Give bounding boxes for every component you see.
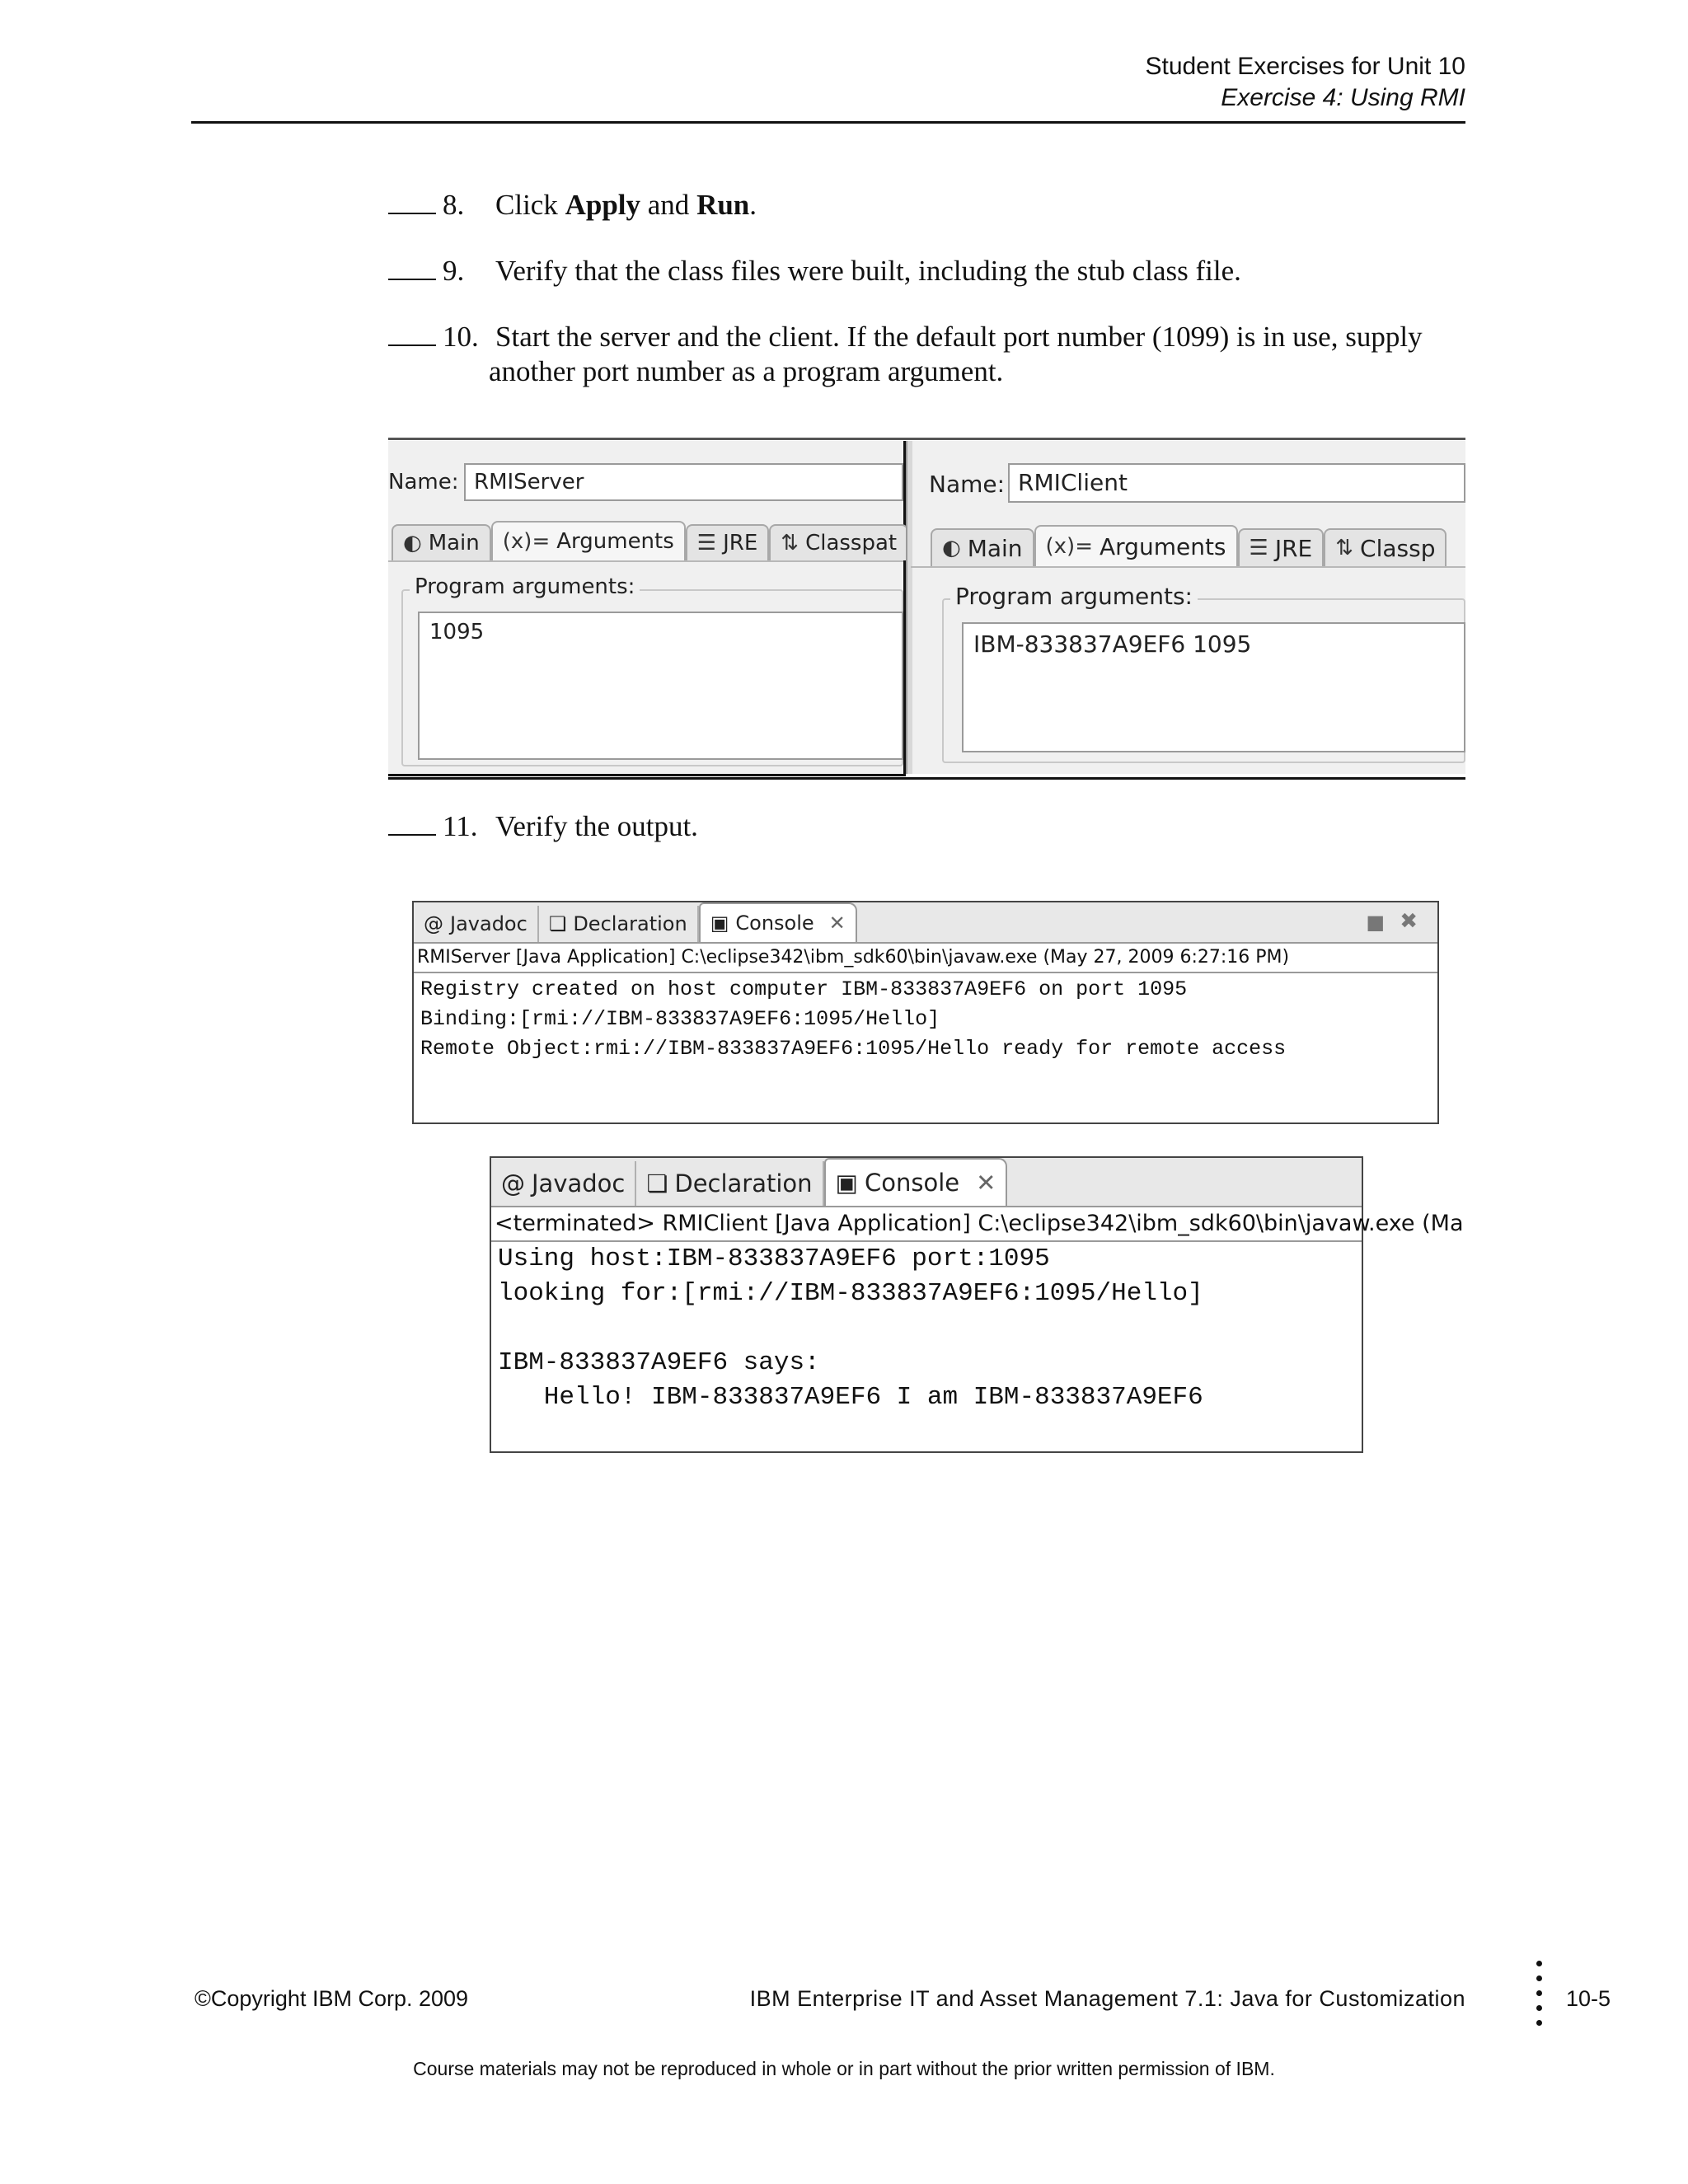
- tab-label: Declaration: [573, 912, 687, 935]
- checkbox-line: [388, 320, 436, 346]
- step-number: 9.: [443, 255, 465, 287]
- name-field[interactable]: RMIServer: [464, 463, 903, 501]
- tab-label: Classp: [1360, 534, 1436, 562]
- header-rule: [191, 121, 1465, 124]
- reproduction-notice: Course materials may not be reproduced in whole or in part without the prior written permission of IBM.: [413, 2058, 1275, 2079]
- console-icon: ▣: [710, 912, 729, 935]
- footer-dot: [1536, 2020, 1542, 2026]
- tab-label: JRE: [723, 531, 758, 555]
- config-bottom-rule: [388, 777, 1465, 780]
- launch-tabs: [392, 521, 908, 560]
- tab-declaration[interactable]: [539, 906, 699, 942]
- main-icon: ◐: [403, 531, 422, 555]
- tab-label: Classpat: [805, 531, 898, 555]
- step-number: 8.: [443, 189, 465, 221]
- config-top-rule: [388, 438, 1465, 440]
- console-line: Binding:[rmi://IBM-833837A9EF6:1095/Hello]: [420, 1007, 940, 1031]
- arguments-icon: (x)=: [1045, 534, 1093, 559]
- close-icon[interactable]: ✕: [828, 912, 846, 935]
- step-8: [388, 188, 1476, 223]
- console-line: Using host:IBM-833837A9EF6 port:1095: [498, 1244, 1050, 1273]
- tab-arguments[interactable]: [1034, 525, 1238, 566]
- tab-javadoc[interactable]: [414, 906, 539, 942]
- jre-icon: ☰: [696, 531, 717, 555]
- program-arguments-field[interactable]: IBM-833837A9EF6 1095: [962, 622, 1465, 752]
- terminate-icon[interactable]: ■: [1366, 911, 1385, 934]
- console-line: Hello! IBM-833837A9EF6 I am IBM-833837A9EF6: [498, 1383, 1203, 1412]
- step-10: [388, 320, 1476, 354]
- client-console-view: [490, 1156, 1464, 1453]
- tab-console[interactable]: [824, 1158, 1008, 1206]
- console-icon: ▣: [835, 1169, 858, 1197]
- step-11: [388, 809, 1476, 844]
- server-launch-config: [388, 441, 906, 776]
- console-output: [414, 973, 1437, 1064]
- arguments-icon: (x)=: [502, 529, 551, 554]
- program-arguments-field[interactable]: 1095: [418, 612, 903, 760]
- console-line: looking for:[rmi://IBM-833837A9EF6:1095/Hello]: [498, 1279, 1203, 1308]
- name-field[interactable]: RMIClient: [1008, 463, 1465, 503]
- step-number: 10.: [443, 321, 479, 353]
- tab-label: Arguments: [1100, 532, 1226, 560]
- program-arguments-label: Program arguments:: [410, 574, 640, 599]
- program-arguments-label: Program arguments:: [950, 583, 1198, 610]
- page-number: 10-5: [1566, 1986, 1611, 2011]
- step-text: .: [749, 189, 757, 221]
- at-icon: @: [501, 1169, 525, 1197]
- tab-classpath[interactable]: [1324, 528, 1447, 566]
- course-title: IBM Enterprise IT and Asset Management 7.1: Java for Customization: [749, 1986, 1465, 2011]
- tab-arguments[interactable]: [491, 521, 686, 560]
- tab-console[interactable]: [699, 902, 857, 942]
- console-line: Remote Object:rmi://IBM-833837A9EF6:1095/Hello ready for remote access: [420, 1037, 1287, 1061]
- footer-dot: [1536, 1961, 1542, 1966]
- apply-term: Apply: [565, 189, 641, 221]
- tab-label: Console: [864, 1169, 960, 1197]
- launch-tabs: [931, 525, 1447, 566]
- step-text: Verify that the class files were built, including the stub class file.: [495, 255, 1241, 287]
- at-icon: @: [424, 912, 443, 935]
- client-launch-config: [906, 441, 1465, 774]
- classpath-icon: ⇅: [781, 531, 799, 555]
- step-number: 11.: [443, 810, 478, 842]
- main-icon: ◐: [942, 536, 961, 560]
- remove-launch-icon[interactable]: ✖: [1400, 909, 1418, 934]
- console-tab-bar: [491, 1158, 1362, 1207]
- tab-main[interactable]: [931, 528, 1034, 566]
- tab-label: Main: [967, 534, 1023, 562]
- step-text: Click: [495, 189, 565, 221]
- tab-main[interactable]: [392, 524, 491, 560]
- console-tab-bar: [414, 902, 1437, 944]
- unit-title: Student Exercises for Unit 10: [1145, 53, 1465, 80]
- run-term: Run: [696, 189, 750, 221]
- checkbox-line: [388, 188, 436, 214]
- jre-icon: ☰: [1249, 536, 1268, 560]
- declaration-icon: ❏: [646, 1169, 668, 1197]
- tab-rule: [911, 566, 1465, 568]
- footer-dot: [1536, 1990, 1542, 1996]
- checkbox-line: [388, 809, 436, 836]
- console-line: Registry created on host computer IBM-833837A9EF6 on port 1095: [420, 977, 1188, 1001]
- step-10-continued: another port number as a program argument.: [489, 355, 1004, 387]
- declaration-icon: ❏: [548, 912, 567, 935]
- footer-dot: [1536, 2005, 1542, 2011]
- classpath-icon: ⇅: [1335, 536, 1354, 560]
- tab-label: JRE: [1274, 534, 1313, 562]
- name-label: Name:: [929, 471, 1006, 498]
- step-text: Start the server and the client. If the default port number (1099) is in use, supply: [495, 321, 1423, 353]
- copyright: ©Copyright IBM Corp. 2009: [195, 1986, 469, 2011]
- tab-label: Javadoc: [450, 912, 528, 935]
- console-status: RMIServer [Java Application] C:\eclipse342\ibm_sdk60\bin\javaw.exe (May 27, 2009 6:27:16 PM): [414, 944, 1437, 973]
- tab-label: Main: [428, 531, 480, 555]
- console-line: IBM-833837A9EF6 says:: [498, 1348, 820, 1377]
- tab-label: Declaration: [674, 1169, 813, 1197]
- console-output: [491, 1242, 1362, 1415]
- step-text: and: [640, 189, 697, 221]
- console-status: <terminated> RMIClient [Java Application] C:\eclipse342\ibm_sdk60\bin\javaw.exe (Ma: [491, 1207, 1362, 1242]
- footer-dot: [1536, 1975, 1542, 1981]
- tab-javadoc[interactable]: [491, 1161, 636, 1206]
- tab-label: Console: [735, 912, 814, 935]
- step-text: Verify the output.: [495, 810, 698, 842]
- tab-label: Javadoc: [532, 1169, 626, 1197]
- server-console-view: [412, 901, 1439, 1124]
- tab-jre[interactable]: [1238, 528, 1325, 566]
- name-label: Name:: [388, 470, 459, 494]
- exercise-title: Exercise 4: Using RMI: [1221, 84, 1465, 111]
- tab-label: Arguments: [556, 529, 674, 554]
- tab-classpath[interactable]: [769, 524, 908, 560]
- tab-declaration[interactable]: [636, 1161, 823, 1206]
- checkbox-line: [388, 254, 436, 280]
- step-9: [388, 254, 1476, 288]
- tab-jre[interactable]: [686, 524, 769, 560]
- close-icon[interactable]: ✕: [976, 1169, 996, 1197]
- console-line: [498, 1311, 1362, 1346]
- running-header: [1145, 51, 1465, 114]
- tab-rule: [388, 560, 903, 562]
- panel-edge: [906, 441, 912, 774]
